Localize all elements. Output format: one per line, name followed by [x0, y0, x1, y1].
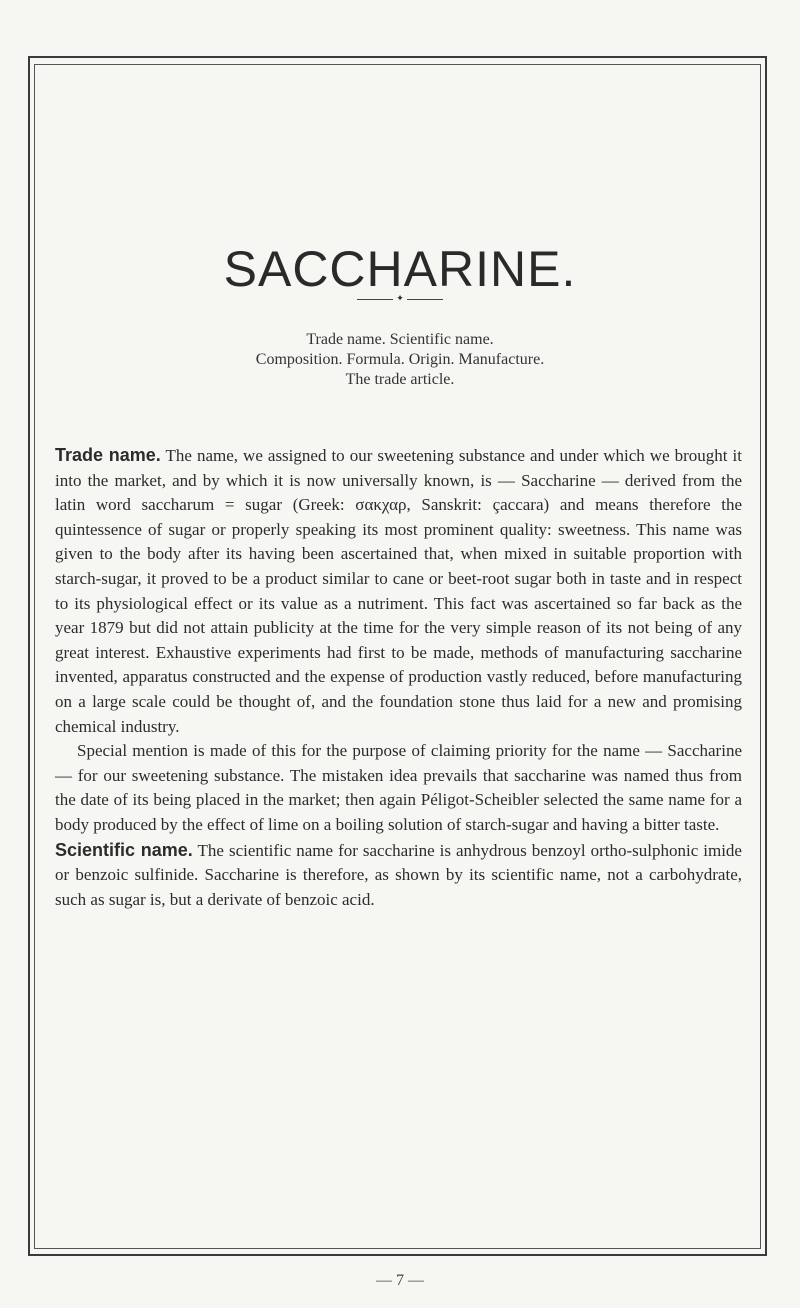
trade-name-heading: Trade name.: [55, 445, 161, 465]
title-ornament: ✦: [0, 290, 800, 308]
body-text: [55, 443, 742, 912]
page-title: SACCHARINE.: [223, 241, 577, 297]
contents-line-2: Composition. Formula. Origin. Manufacture.: [255, 351, 545, 368]
scientific-name-text: The scientific name for saccharine is anhydrous benzoyl ortho-sulphonic imide or benzoic sulfinide. Saccharine is therefore, as shown by its scientific name, not a carbohydrate, such as sugar is, but a derivate of benzoic acid.: [55, 840, 742, 909]
scientific-name-paragraph: [55, 838, 742, 913]
contents-line-1: Trade name. Scientific name.: [306, 331, 494, 348]
trade-name-text: The name, we assigned to our sweetening substance and under which we brought it into the market, and by which it is now universally known, is — Saccharine — derived from the latin word saccharum = sugar (Greek: σακχαρ, Sanskrit: çaccara) and means therefore the quintessence of sugar or properly speaking its most prominent quality: sweetness. This name was given to the body after its having been ascertained that, when mixed in suitable proportion with starch-sugar, it proved to be a product similar to cane or beet-root sugar both in taste and in respect to its physiological effect or its value as a nutriment. This fact was ascertained so far back as the year 1879 but did not attain publicity at the time for the very simple reason of its not being of any great interest. Exhaustive experiments had first to be made, methods of manufacturing saccharine invented, apparatus constructed and the expense of production vastly reduced, before manufacturing on a large scale could be thought of, and the foundation stone thus laid for a new and promising chemical industry.: [55, 446, 742, 736]
contents-line-3: The trade article.: [345, 371, 455, 388]
page-number: — 7 —: [376, 1272, 424, 1289]
trade-name-paragraph: [55, 443, 742, 739]
scientific-name-heading: Scientific name.: [55, 839, 193, 860]
chapter-contents: [0, 330, 800, 390]
priority-paragraph: Special mention is made of this for the purpose of claiming priority for the name — Saccharine — for our sweetening substance. The mistaken idea prevails that saccharine was named thus from the date of its being placed in the market; then again Péligot-Scheibler selected the same name for a body produced by the effect of lime on a boiling solution of starch-sugar and having a bitter taste.: [55, 741, 742, 834]
